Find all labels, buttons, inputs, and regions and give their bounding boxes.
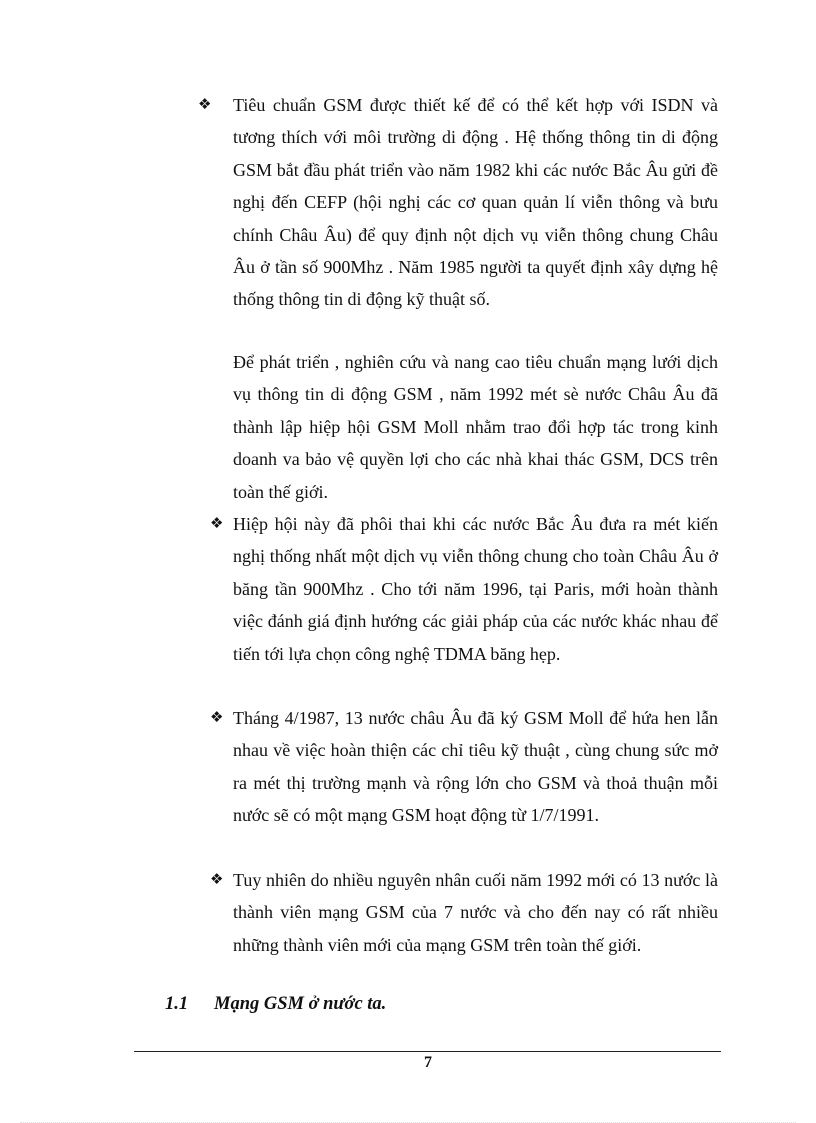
paragraph-gsm-moll-association: Để phát triển , nghiên cứu và nang cao tiêu chuẩn mạng lưới dịch vụ thông tin di động GSM , năm 1992 mét sè nước Châu Âu đã thành lập hiệp hội GSM Moll nhằm trao đổi hợp tác trong kinh doanh va bảo vệ quyền lợi cho các nhà khai thác GSM, DCS trên toàn thế giới. (233, 352, 718, 502)
bullet-item-2 (210, 508, 720, 704)
page-number: 7 (424, 1054, 432, 1071)
paragraph-gsm-standard: Tiêu chuẩn GSM được thiết kế để có thể kết hợp với ISDN và tương thích với môi trường di động . Hệ thống thông tin di động GSM bắt đầu phát triển vào năm 1982 khi các nước Bắc Âu gửi đề nghị đến CEFP (hội nghị các cơ quan quản lí viễn thông và bưu chính Châu Âu) để quy định nột dịch vụ viễn thông chung Châu Âu ở tần số 900Mhz . Năm 1985 người ta quyết định xây dựng hệ thống thông tin di động kỹ thuật số. (233, 95, 718, 310)
diamond-bullet-icon: ❖ (198, 95, 212, 113)
footer-divider (134, 1051, 721, 1052)
bullet-item-1 (198, 89, 720, 349)
section-heading (165, 994, 386, 1015)
paragraph-association-origin: Hiệp hội này đã phôi thai khi các nước Bắc Âu đưa ra mét kiến nghị thống nhất một dịch vụ viễn thông chung cho toàn Châu Âu ở băng tần 900Mhz . Cho tới năm 1996, tại Paris, mới hoàn thành việc đánh giá định hướng các giải pháp của các nước khác nhau để tiến tới lựa chọn công nghệ TDMA băng hẹp. (233, 514, 718, 664)
diamond-bullet-icon: ❖ (210, 870, 224, 888)
paragraph-members-1992: Tuy nhiên do nhiều nguyên nhân cuối năm 1992 mới có 13 nước là thành viên mạng GSM của 7 nước và cho đến nay có rất nhiều những thành viên mới của mạng GSM trên toàn thế giới. (233, 870, 718, 955)
diamond-bullet-icon: ❖ (210, 514, 224, 532)
section-title: Mạng GSM ở nước ta. (214, 994, 387, 1014)
section-number: 1.1 (165, 994, 189, 1014)
bullet-item-4 (210, 864, 720, 996)
paragraph-april-1987: Tháng 4/1987, 13 nước châu Âu đã ký GSM Moll để hứa hen lẫn nhau về việc hoàn thiện các chỉ tiêu kỹ thuật , cùng chung sức mở ra mét thị trường mạnh và rộng lớn cho GSM và thoả thuận mỗi nước sẽ có một mạng GSM hoạt động từ 1/7/1991. (233, 708, 718, 826)
diamond-bullet-icon: ❖ (210, 708, 224, 726)
bullet-item-3 (210, 702, 720, 866)
